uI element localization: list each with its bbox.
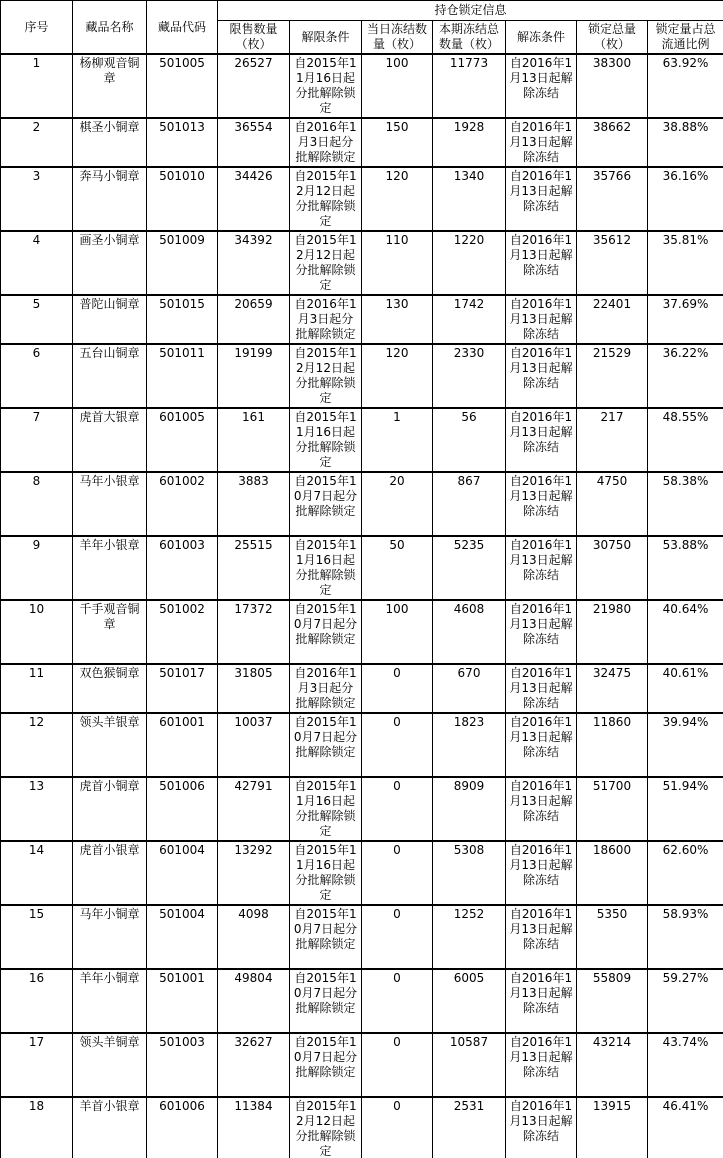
table-row bbox=[1, 664, 723, 713]
cell-unfreeze_cond: 自2016年1月13日起解除冻结 bbox=[506, 344, 577, 408]
cell-daily_frozen: 0 bbox=[362, 1033, 433, 1097]
col-header-unlock-condition: 解限条件 bbox=[290, 21, 362, 55]
cell-lock_ratio: 40.64% bbox=[648, 600, 723, 664]
cell-unfreeze_cond: 自2016年1月13日起解除冻结 bbox=[506, 905, 577, 969]
cell-period_frozen: 1928 bbox=[433, 118, 506, 167]
cell-unlock_cond: 自2015年11月16日起分批解除锁定 bbox=[290, 841, 362, 905]
table-row bbox=[1, 600, 723, 664]
cell-code: 501013 bbox=[147, 118, 218, 167]
col-header-period-frozen-total: 本期冻结总数量（枚） bbox=[433, 21, 506, 55]
cell-code: 501001 bbox=[147, 969, 218, 1033]
cell-period_frozen: 56 bbox=[433, 408, 506, 472]
table-row bbox=[1, 536, 723, 600]
cell-name: 双色猴铜章 bbox=[73, 664, 147, 713]
cell-total_locked: 5350 bbox=[577, 905, 648, 969]
cell-period_frozen: 4608 bbox=[433, 600, 506, 664]
cell-total_locked: 13915 bbox=[577, 1097, 648, 1158]
cell-daily_frozen: 1 bbox=[362, 408, 433, 472]
cell-total_locked: 21529 bbox=[577, 344, 648, 408]
cell-lock_ratio: 58.93% bbox=[648, 905, 723, 969]
cell-period_frozen: 1742 bbox=[433, 295, 506, 344]
cell-code: 501006 bbox=[147, 777, 218, 841]
cell-limit_qty: 11384 bbox=[218, 1097, 290, 1158]
cell-daily_frozen: 100 bbox=[362, 600, 433, 664]
cell-unfreeze_cond: 自2016年1月13日起解除冻结 bbox=[506, 969, 577, 1033]
cell-no: 2 bbox=[1, 118, 73, 167]
cell-total_locked: 51700 bbox=[577, 777, 648, 841]
col-header-lock-ratio: 锁定量占总流通比例 bbox=[648, 21, 723, 55]
table-row bbox=[1, 905, 723, 969]
cell-no: 18 bbox=[1, 1097, 73, 1158]
cell-period_frozen: 1220 bbox=[433, 231, 506, 295]
cell-code: 501009 bbox=[147, 231, 218, 295]
cell-unlock_cond: 自2015年12月12日起分批解除锁定 bbox=[290, 1097, 362, 1158]
cell-code: 501017 bbox=[147, 664, 218, 713]
header-row-group bbox=[1, 1, 723, 21]
cell-no: 1 bbox=[1, 54, 73, 118]
cell-no: 11 bbox=[1, 664, 73, 713]
cell-name: 领头羊铜章 bbox=[73, 1033, 147, 1097]
cell-no: 8 bbox=[1, 472, 73, 536]
cell-no: 16 bbox=[1, 969, 73, 1033]
cell-name: 杨柳观音铜章 bbox=[73, 54, 147, 118]
table-row bbox=[1, 713, 723, 777]
cell-total_locked: 55809 bbox=[577, 969, 648, 1033]
cell-daily_frozen: 20 bbox=[362, 472, 433, 536]
cell-limit_qty: 49804 bbox=[218, 969, 290, 1033]
col-header-total-locked: 锁定总量（枚） bbox=[577, 21, 648, 55]
cell-limit_qty: 26527 bbox=[218, 54, 290, 118]
cell-lock_ratio: 36.16% bbox=[648, 167, 723, 231]
cell-period_frozen: 10587 bbox=[433, 1033, 506, 1097]
cell-limit_qty: 34426 bbox=[218, 167, 290, 231]
cell-total_locked: 217 bbox=[577, 408, 648, 472]
cell-name: 虎首大银章 bbox=[73, 408, 147, 472]
cell-period_frozen: 6005 bbox=[433, 969, 506, 1033]
cell-no: 6 bbox=[1, 344, 73, 408]
cell-unlock_cond: 自2015年12月12日起分批解除锁定 bbox=[290, 231, 362, 295]
col-header-item-code: 藏品代码 bbox=[147, 1, 218, 55]
cell-daily_frozen: 0 bbox=[362, 1097, 433, 1158]
cell-lock_ratio: 43.74% bbox=[648, 1033, 723, 1097]
cell-unlock_cond: 自2015年11月16日起分批解除锁定 bbox=[290, 408, 362, 472]
cell-code: 501010 bbox=[147, 167, 218, 231]
table-row bbox=[1, 1097, 723, 1158]
cell-code: 501002 bbox=[147, 600, 218, 664]
cell-total_locked: 4750 bbox=[577, 472, 648, 536]
cell-unfreeze_cond: 自2016年1月13日起解除冻结 bbox=[506, 295, 577, 344]
cell-no: 4 bbox=[1, 231, 73, 295]
cell-code: 601001 bbox=[147, 713, 218, 777]
cell-limit_qty: 32627 bbox=[218, 1033, 290, 1097]
cell-code: 601003 bbox=[147, 536, 218, 600]
cell-lock_ratio: 40.61% bbox=[648, 664, 723, 713]
cell-daily_frozen: 0 bbox=[362, 841, 433, 905]
table-body bbox=[1, 54, 723, 1158]
cell-unfreeze_cond: 自2016年1月13日起解除冻结 bbox=[506, 472, 577, 536]
table-row bbox=[1, 344, 723, 408]
cell-name: 画圣小铜章 bbox=[73, 231, 147, 295]
cell-no: 14 bbox=[1, 841, 73, 905]
cell-total_locked: 35612 bbox=[577, 231, 648, 295]
cell-no: 13 bbox=[1, 777, 73, 841]
cell-lock_ratio: 46.41% bbox=[648, 1097, 723, 1158]
cell-total_locked: 38300 bbox=[577, 54, 648, 118]
cell-name: 领头羊银章 bbox=[73, 713, 147, 777]
cell-lock_ratio: 38.88% bbox=[648, 118, 723, 167]
cell-limit_qty: 10037 bbox=[218, 713, 290, 777]
cell-no: 9 bbox=[1, 536, 73, 600]
cell-lock_ratio: 48.55% bbox=[648, 408, 723, 472]
cell-daily_frozen: 120 bbox=[362, 167, 433, 231]
cell-limit_qty: 13292 bbox=[218, 841, 290, 905]
cell-unfreeze_cond: 自2016年1月13日起解除冻结 bbox=[506, 713, 577, 777]
cell-lock_ratio: 39.94% bbox=[648, 713, 723, 777]
cell-code: 501004 bbox=[147, 905, 218, 969]
cell-limit_qty: 3883 bbox=[218, 472, 290, 536]
cell-daily_frozen: 150 bbox=[362, 118, 433, 167]
table-row bbox=[1, 167, 723, 231]
cell-total_locked: 32475 bbox=[577, 664, 648, 713]
cell-code: 501003 bbox=[147, 1033, 218, 1097]
cell-unlock_cond: 自2015年10月7日起分批解除锁定 bbox=[290, 713, 362, 777]
cell-daily_frozen: 0 bbox=[362, 664, 433, 713]
cell-no: 15 bbox=[1, 905, 73, 969]
cell-period_frozen: 5235 bbox=[433, 536, 506, 600]
cell-limit_qty: 19199 bbox=[218, 344, 290, 408]
cell-daily_frozen: 100 bbox=[362, 54, 433, 118]
col-header-daily-frozen-qty: 当日冻结数量（枚） bbox=[362, 21, 433, 55]
cell-daily_frozen: 0 bbox=[362, 713, 433, 777]
cell-unfreeze_cond: 自2016年1月13日起解除冻结 bbox=[506, 167, 577, 231]
cell-lock_ratio: 62.60% bbox=[648, 841, 723, 905]
cell-daily_frozen: 0 bbox=[362, 905, 433, 969]
cell-total_locked: 30750 bbox=[577, 536, 648, 600]
cell-lock_ratio: 63.92% bbox=[648, 54, 723, 118]
cell-unlock_cond: 自2015年10月7日起分批解除锁定 bbox=[290, 969, 362, 1033]
table-row bbox=[1, 777, 723, 841]
cell-unlock_cond: 自2016年1月3日起分批解除锁定 bbox=[290, 664, 362, 713]
cell-name: 虎首小银章 bbox=[73, 841, 147, 905]
cell-daily_frozen: 50 bbox=[362, 536, 433, 600]
cell-daily_frozen: 110 bbox=[362, 231, 433, 295]
cell-no: 10 bbox=[1, 600, 73, 664]
cell-period_frozen: 1252 bbox=[433, 905, 506, 969]
cell-unfreeze_cond: 自2016年1月13日起解除冻结 bbox=[506, 600, 577, 664]
cell-unlock_cond: 自2015年11月16日起分批解除锁定 bbox=[290, 777, 362, 841]
cell-name: 马年小铜章 bbox=[73, 905, 147, 969]
cell-name: 五台山铜章 bbox=[73, 344, 147, 408]
cell-period_frozen: 670 bbox=[433, 664, 506, 713]
cell-no: 3 bbox=[1, 167, 73, 231]
col-header-item-name: 藏品名称 bbox=[73, 1, 147, 55]
cell-total_locked: 18600 bbox=[577, 841, 648, 905]
cell-code: 601002 bbox=[147, 472, 218, 536]
cell-name: 虎首小铜章 bbox=[73, 777, 147, 841]
cell-period_frozen: 867 bbox=[433, 472, 506, 536]
cell-period_frozen: 2531 bbox=[433, 1097, 506, 1158]
cell-no: 5 bbox=[1, 295, 73, 344]
cell-total_locked: 35766 bbox=[577, 167, 648, 231]
cell-no: 7 bbox=[1, 408, 73, 472]
cell-unlock_cond: 自2015年12月12日起分批解除锁定 bbox=[290, 167, 362, 231]
cell-no: 12 bbox=[1, 713, 73, 777]
cell-limit_qty: 31805 bbox=[218, 664, 290, 713]
cell-unfreeze_cond: 自2016年1月13日起解除冻结 bbox=[506, 777, 577, 841]
cell-period_frozen: 2330 bbox=[433, 344, 506, 408]
cell-unlock_cond: 自2016年1月3日起分批解除锁定 bbox=[290, 118, 362, 167]
cell-limit_qty: 17372 bbox=[218, 600, 290, 664]
table-row bbox=[1, 118, 723, 167]
table-row bbox=[1, 969, 723, 1033]
table-header bbox=[1, 1, 723, 55]
cell-unlock_cond: 自2015年10月7日起分批解除锁定 bbox=[290, 472, 362, 536]
cell-limit_qty: 34392 bbox=[218, 231, 290, 295]
cell-unfreeze_cond: 自2016年1月13日起解除冻结 bbox=[506, 408, 577, 472]
cell-lock_ratio: 58.38% bbox=[648, 472, 723, 536]
cell-unlock_cond: 自2015年10月7日起分批解除锁定 bbox=[290, 1033, 362, 1097]
cell-lock_ratio: 35.81% bbox=[648, 231, 723, 295]
cell-name: 奔马小铜章 bbox=[73, 167, 147, 231]
cell-limit_qty: 25515 bbox=[218, 536, 290, 600]
cell-daily_frozen: 130 bbox=[362, 295, 433, 344]
cell-unfreeze_cond: 自2016年1月13日起解除冻结 bbox=[506, 54, 577, 118]
cell-unfreeze_cond: 自2016年1月13日起解除冻结 bbox=[506, 1097, 577, 1158]
cell-unlock_cond: 自2015年11月16日起分批解除锁定 bbox=[290, 54, 362, 118]
cell-name: 千手观音铜章 bbox=[73, 600, 147, 664]
cell-unlock_cond: 自2015年10月7日起分批解除锁定 bbox=[290, 905, 362, 969]
cell-lock_ratio: 37.69% bbox=[648, 295, 723, 344]
table-row bbox=[1, 408, 723, 472]
cell-period_frozen: 1823 bbox=[433, 713, 506, 777]
cell-name: 羊年小银章 bbox=[73, 536, 147, 600]
table-row bbox=[1, 472, 723, 536]
cell-total_locked: 11860 bbox=[577, 713, 648, 777]
cell-lock_ratio: 53.88% bbox=[648, 536, 723, 600]
cell-name: 普陀山铜章 bbox=[73, 295, 147, 344]
cell-name: 羊年小铜章 bbox=[73, 969, 147, 1033]
cell-lock_ratio: 51.94% bbox=[648, 777, 723, 841]
cell-limit_qty: 4098 bbox=[218, 905, 290, 969]
cell-limit_qty: 42791 bbox=[218, 777, 290, 841]
col-header-unfreeze-condition: 解冻条件 bbox=[506, 21, 577, 55]
cell-unfreeze_cond: 自2016年1月13日起解除冻结 bbox=[506, 664, 577, 713]
table-row bbox=[1, 841, 723, 905]
cell-period_frozen: 1340 bbox=[433, 167, 506, 231]
cell-period_frozen: 8909 bbox=[433, 777, 506, 841]
cell-name: 棋圣小铜章 bbox=[73, 118, 147, 167]
cell-daily_frozen: 0 bbox=[362, 969, 433, 1033]
cell-total_locked: 22401 bbox=[577, 295, 648, 344]
cell-unfreeze_cond: 自2016年1月13日起解除冻结 bbox=[506, 841, 577, 905]
cell-unlock_cond: 自2015年10月7日起分批解除锁定 bbox=[290, 600, 362, 664]
cell-period_frozen: 5308 bbox=[433, 841, 506, 905]
cell-lock_ratio: 36.22% bbox=[648, 344, 723, 408]
cell-no: 17 bbox=[1, 1033, 73, 1097]
cell-name: 羊首小银章 bbox=[73, 1097, 147, 1158]
cell-daily_frozen: 0 bbox=[362, 777, 433, 841]
cell-code: 601004 bbox=[147, 841, 218, 905]
table-row bbox=[1, 231, 723, 295]
table-row bbox=[1, 295, 723, 344]
group-header-lock-info: 持仓锁定信息 bbox=[218, 1, 723, 21]
col-header-limited-qty: 限售数量（枚） bbox=[218, 21, 290, 55]
cell-unlock_cond: 自2015年11月16日起分批解除锁定 bbox=[290, 536, 362, 600]
cell-name: 马年小银章 bbox=[73, 472, 147, 536]
cell-code: 601006 bbox=[147, 1097, 218, 1158]
cell-unfreeze_cond: 自2016年1月13日起解除冻结 bbox=[506, 1033, 577, 1097]
table-row bbox=[1, 1033, 723, 1097]
cell-limit_qty: 20659 bbox=[218, 295, 290, 344]
cell-total_locked: 43214 bbox=[577, 1033, 648, 1097]
cell-limit_qty: 161 bbox=[218, 408, 290, 472]
cell-unfreeze_cond: 自2016年1月13日起解除冻结 bbox=[506, 231, 577, 295]
cell-code: 601005 bbox=[147, 408, 218, 472]
cell-unfreeze_cond: 自2016年1月13日起解除冻结 bbox=[506, 536, 577, 600]
cell-unlock_cond: 自2015年12月12日起分批解除锁定 bbox=[290, 344, 362, 408]
cell-code: 501005 bbox=[147, 54, 218, 118]
cell-daily_frozen: 120 bbox=[362, 344, 433, 408]
cell-total_locked: 38662 bbox=[577, 118, 648, 167]
cell-period_frozen: 11773 bbox=[433, 54, 506, 118]
table-row bbox=[1, 54, 723, 118]
cell-lock_ratio: 59.27% bbox=[648, 969, 723, 1033]
cell-unfreeze_cond: 自2016年1月13日起解除冻结 bbox=[506, 118, 577, 167]
cell-code: 501011 bbox=[147, 344, 218, 408]
cell-code: 501015 bbox=[147, 295, 218, 344]
cell-limit_qty: 36554 bbox=[218, 118, 290, 167]
col-header-seq: 序号 bbox=[1, 1, 73, 55]
cell-unlock_cond: 自2016年1月3日起分批解除锁定 bbox=[290, 295, 362, 344]
cell-total_locked: 21980 bbox=[577, 600, 648, 664]
